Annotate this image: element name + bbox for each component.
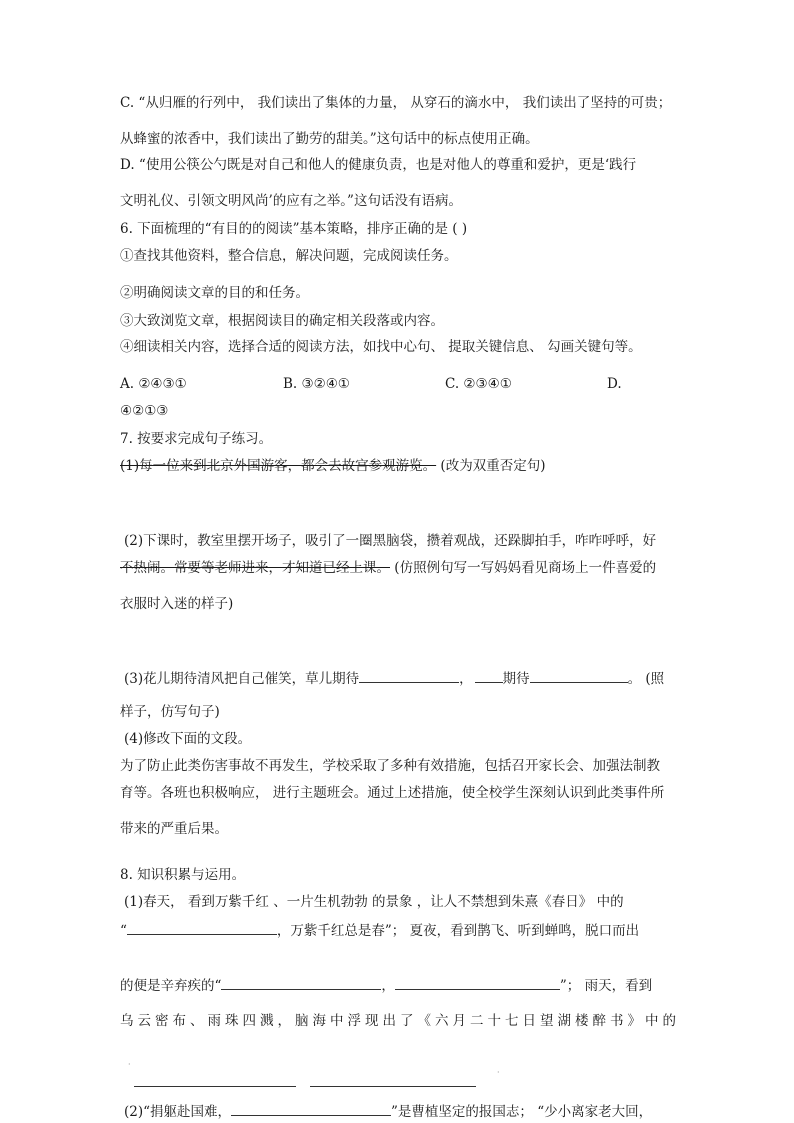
q6-item-2: ②明确阅读文章的目的和任务。 [120, 285, 309, 301]
spread-char: 浮 [347, 1013, 361, 1029]
q7-part-1 [120, 457, 545, 475]
q8-blank-1[interactable] [127, 920, 277, 935]
marker-dot: · [128, 1060, 131, 1069]
q8-part-1-line1: (1)春天， 看到万紫千红 、一片生机勃勃 的景象 ，让人不禁想到朱熹《春日》 中的 [124, 894, 624, 910]
q8-part-1-line4 [120, 1012, 676, 1030]
q7-part-3-blank-3[interactable] [530, 668, 628, 683]
spread-char: 溅 [260, 1013, 274, 1029]
q6-choice-a[interactable]: A. ②④③① [120, 376, 187, 392]
q7-part-4-para-1: 为了防止此类伤害事故不再发生，学校采取了多种有效措施，包括召开家长会、加强法制教 [120, 758, 660, 774]
spread-char: 《 [417, 1013, 431, 1029]
spread-char: 四 [242, 1013, 256, 1029]
spread-char: 日 [522, 1013, 536, 1029]
question-8-stem: 8. 知识积累与运用。 [120, 867, 246, 883]
option-d-line1: D. “使用公筷公勺既是对自己和他人的健康负责，也是对他人的尊重和爱护，更是‘践行 [120, 157, 637, 173]
option-c-line1: C. “从归雁的行列中， 我们读出了集体的力量， 从穿石的滴水中， 我们读出了坚持的可贵； [120, 95, 672, 111]
spread-char: 、 [190, 1013, 204, 1029]
q7-part-2-instruction: (仿照例句写一写妈妈看见商场上一件喜爱的 [394, 560, 657, 576]
spread-char: 六 [435, 1013, 449, 1029]
q8-part-1-line2 [120, 920, 639, 940]
q7-part-3-text-d: 。 (照 [627, 671, 665, 687]
spread-char: 二 [470, 1013, 484, 1029]
spread-char: 现 [365, 1013, 379, 1029]
spread-char: 湖 [557, 1013, 571, 1029]
q8-line3-comma: ， [381, 978, 395, 994]
spread-char: 楼 [575, 1013, 589, 1029]
spread-char: 密 [155, 1013, 169, 1029]
spread-char: 海 [312, 1013, 326, 1029]
q8-blank-2[interactable] [221, 975, 381, 990]
question-7-stem: 7. 按要求完成句子练习。 [120, 431, 273, 447]
spread-char: 雨 [207, 1013, 221, 1029]
q8-line3-text-a: 的便是辛弃疾的“ [120, 978, 222, 994]
q7-part-3-blank-1[interactable] [359, 668, 459, 683]
spread-char: 了 [400, 1013, 414, 1029]
spread-char: ， [277, 1013, 291, 1029]
q7-part-3-blank-2[interactable] [475, 668, 503, 683]
spread-char: 云 [137, 1013, 151, 1029]
q6-item-1: ①查找其他资料，整合信息，解决问题，完成阅读任务。 [120, 248, 458, 264]
spread-char: 七 [505, 1013, 519, 1029]
spread-char: 月 [452, 1013, 466, 1029]
q7-part-2-line3: 衣服时入迷的样子) [120, 596, 234, 612]
q8-part-2-text-b: ”是曹植坚定的报国志； “少小离家老大回， [391, 1104, 653, 1120]
q7-part-4-para-2: 育等。各班也积极响应， 进行主题班会。通过上述措施，使全校学生深刻认识到此类事件所 [120, 785, 665, 801]
q7-part-1-sentence: (1)每一位来到北京外国游客，都会去故宫参观游览。 [120, 458, 437, 474]
q7-part-3-text-b: ， [459, 671, 473, 687]
q7-part-4-para-3: 带来的严重后果。 [120, 821, 228, 837]
q8-blank-6[interactable] [231, 1101, 391, 1116]
q7-part-2-struck: 不热闹。常要等老师进来，才知道已经上课。 [120, 560, 390, 576]
marker-dot: · [497, 1068, 500, 1077]
option-d-line2: 文明礼仪、引领文明风尚’的应有之举。”这句话没有语病。 [120, 193, 462, 209]
q8-blank-4[interactable] [134, 1086, 296, 1087]
q6-choice-d[interactable]: D. [607, 376, 622, 392]
spread-char: 醉 [592, 1013, 606, 1029]
q7-part-1-instruction: (改为双重否定句) [440, 458, 546, 474]
q7-part-3-text-a: (3)花儿期待清风把自己催笑，草儿期待 [124, 671, 360, 687]
q8-open-quote: “ [120, 923, 127, 939]
q8-line2-text: ，万紫千红总是春”； 夏夜，看到鹊飞、听到蝉鸣，脱口而出 [276, 923, 640, 939]
q7-part-2-line1: (2)下课时，教室里摆开场子，吸引了一圈黑脑袋，攒着观战，还跺脚拍手，咋咋呼呼，好 [124, 533, 657, 549]
spread-char: 》 [627, 1013, 641, 1029]
q8-part-2-text-a: (2)“捐躯赴国难， [124, 1104, 232, 1120]
q6-choice-d-value: ④②①③ [120, 403, 169, 419]
q8-part-2-line1 [124, 1101, 652, 1121]
q6-choice-c[interactable]: C. ②③④① [445, 376, 512, 392]
q6-item-4: ④细读相关内容，选择合适的阅读方法，如找中心句、 提取关键信息、 勾画关键句等。 [120, 339, 642, 355]
q7-part-3-line2: 样子，仿写句子) [120, 704, 220, 720]
q8-blank-3[interactable] [395, 975, 560, 990]
spread-char: 出 [382, 1013, 396, 1029]
spread-char: 乌 [120, 1013, 134, 1029]
spread-char: 十 [487, 1013, 501, 1029]
q7-part-4-title: (4)修改下面的文段。 [124, 731, 252, 747]
spread-char: 中 [330, 1013, 344, 1029]
q6-choice-b[interactable]: B. ③②④① [283, 376, 350, 392]
q7-part-3-text-c: 期待 [502, 671, 530, 687]
q7-part-3-line1 [124, 668, 664, 688]
option-c-line2: 从蜂蜜的浓香中，我们读出了勤劳的甜美。”这句话中的标点使用正确。 [120, 131, 539, 147]
spread-char: 书 [610, 1013, 624, 1029]
spread-char: 珠 [225, 1013, 239, 1029]
spread-char: 布 [172, 1013, 186, 1029]
q8-blank-5[interactable] [310, 1086, 476, 1087]
spread-char: 的 [662, 1013, 676, 1029]
spread-char: 脑 [295, 1013, 309, 1029]
q8-part-1-line3 [120, 975, 652, 995]
spread-char: 中 [645, 1013, 659, 1029]
q7-part-2-line2 [120, 559, 656, 577]
spread-char: 望 [540, 1013, 554, 1029]
q8-line3-text-b: ”； 雨天，看到 [559, 978, 653, 994]
q6-item-3: ③大致浏览文章，根据阅读目的确定相关段落或内容。 [120, 313, 444, 329]
question-6-stem: 6. 下面梳理的“有目的的阅读”基本策略，排序正确的是 ( ) [120, 221, 468, 237]
